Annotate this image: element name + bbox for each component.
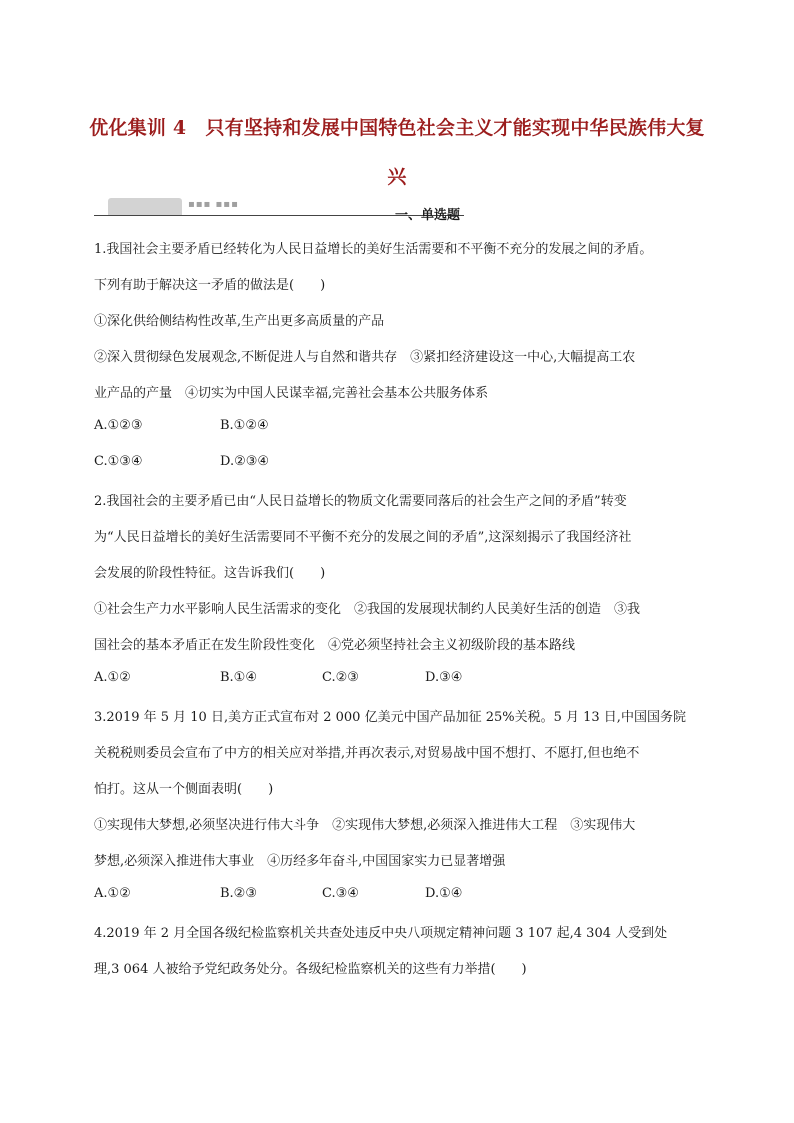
q1-stem-line-2: 下列有助于解决这一矛盾的做法是( ) (94, 278, 326, 293)
q1-stem-line-1: 1.我国社会主要矛盾已经转化为人民日益增长的美好生活需要和不平衡不充分的发展之间的矛盾。 (94, 242, 653, 257)
q3-stem-line-3: 怕打。这从一个侧面表明( ) (94, 782, 274, 797)
q3-statement-line-1: ①实现伟大梦想,必须坚决进行伟大斗争 ②实现伟大梦想,必须深入推进伟大工程 ③实现伟大 (94, 818, 636, 833)
q3-option-a[interactable]: A.①② (94, 886, 131, 901)
q1-option-c[interactable]: C.①③④ (94, 454, 143, 469)
q3-option-c[interactable]: C.③④ (322, 886, 359, 901)
q4-stem-line-2: 理,3 064 人被给予党纪政务处分。各级纪检监察机关的这些有力举措( ) (94, 962, 527, 977)
q4-stem-line-1: 4.2019 年 2 月全国各级纪检监察机关共查处违反中央八项规定精神问题 3 107 起,4 304 人受到处 (94, 926, 668, 941)
q3-statement-line-2: 梦想,必须深入推进伟大事业 ④历经多年奋斗,中国国家实力已显著增强 (94, 854, 506, 869)
q3-option-b[interactable]: B.②③ (220, 886, 257, 901)
section-tab-dots: ▪▪▪ ▪▪▪ (188, 199, 239, 210)
q2-statement-line-2: 国社会的基本矛盾正在发生阶段性变化 ④党必须坚持社会主义初级阶段的基本路线 (94, 638, 576, 653)
q1-statement-line-2: ②深入贯彻绿色发展观念,不断促进人与自然和谐共存 ③紧扣经济建设这一中心,大幅提高工农 (94, 350, 636, 365)
q2-option-b[interactable]: B.①④ (220, 670, 257, 685)
q2-stem-line-1: 2.我国社会的主要矛盾已由“人民日益增长的物质文化需要同落后的社会生产之间的矛盾”转变 (94, 494, 627, 509)
q1-statement-line-1: ①深化供给侧结构性改革,生产出更多高质量的产品 (94, 314, 385, 329)
q1-statement-line-3: 业产品的产量 ④切实为中国人民谋幸福,完善社会基本公共服务体系 (94, 386, 489, 401)
q1-option-d[interactable]: D.②③④ (220, 454, 270, 469)
q3-stem-line-2: 关税税则委员会宣布了中方的相关应对举措,并再次表示,对贸易战中国不想打、不愿打,但也绝不 (94, 746, 640, 761)
q2-option-a[interactable]: A.①② (94, 670, 131, 685)
q2-option-d[interactable]: D.③④ (425, 670, 463, 685)
q2-stem-line-3: 会发展的阶段性特征。这告诉我们( ) (94, 566, 326, 581)
section-tab (108, 198, 182, 216)
title-line-2: 兴 (387, 166, 407, 188)
q3-stem-line-1: 3.2019 年 5 月 10 日,美方正式宣布对 2 000 亿美元中国产品加征 25%关税。5 月 13 日,中国国务院 (94, 710, 686, 725)
q1-option-a[interactable]: A.①②③ (94, 418, 143, 433)
q2-option-c[interactable]: C.②③ (322, 670, 359, 685)
page-title (60, 104, 734, 202)
q3-option-d[interactable]: D.①④ (425, 886, 463, 901)
section-heading: 一、单选题 (395, 208, 461, 223)
q2-stem-line-2: 为“人民日益增长的美好生活需要同不平衡不充分的发展之间的矛盾”,这深刻揭示了我国经济社 (94, 530, 632, 545)
q2-statement-line-1: ①社会生产力水平影响人民生活需求的变化 ②我国的发展现状制约人民美好生活的创造 ③我 (94, 602, 641, 617)
q1-option-b[interactable]: B.①②④ (220, 418, 269, 433)
title-line-1: 优化集训 4 只有坚持和发展中国特色社会主义才能实现中华民族伟大复 (89, 117, 705, 139)
